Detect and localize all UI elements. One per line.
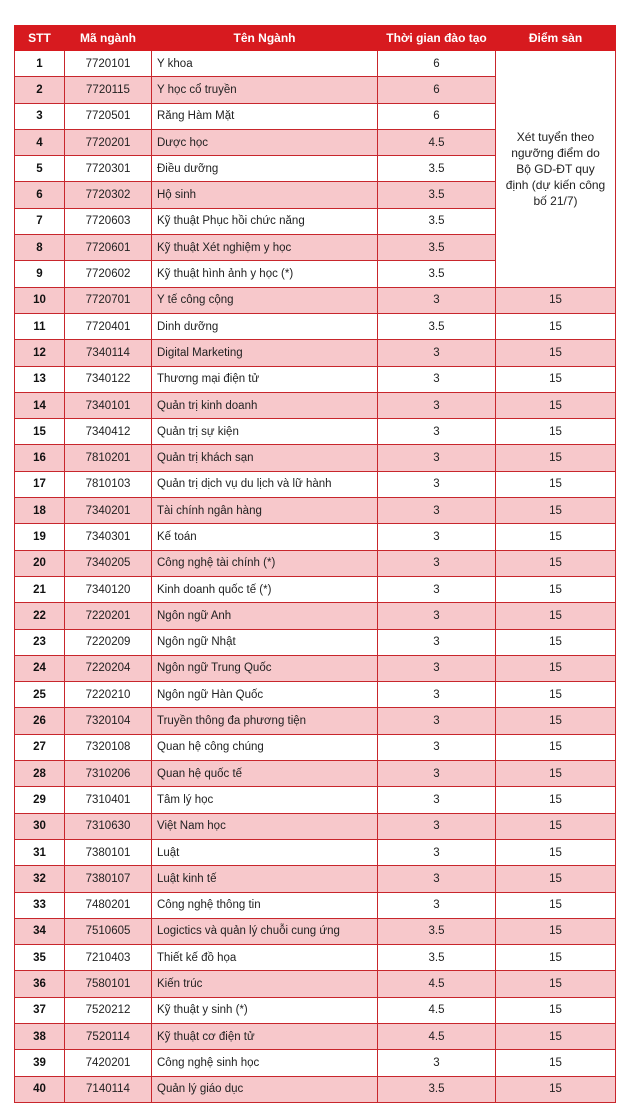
cell-min-score: 15 (496, 945, 616, 971)
table-row (15, 813, 616, 839)
cell-code: 7340205 (65, 550, 152, 576)
cell-stt: 3 (15, 103, 65, 129)
cell-duration: 3 (378, 576, 496, 602)
header-duration: Thời gian đào tạo (378, 26, 496, 51)
table-row (15, 471, 616, 497)
cell-duration: 3 (378, 682, 496, 708)
table-row (15, 1023, 616, 1049)
cell-name: Công nghệ thông tin (152, 892, 378, 918)
cell-min-score: 15 (496, 629, 616, 655)
cell-name: Quản lý giáo dục (152, 1076, 378, 1102)
cell-duration: 3 (378, 340, 496, 366)
cell-name: Y học cổ truyền (152, 77, 378, 103)
cell-code: 7310206 (65, 761, 152, 787)
cell-stt: 26 (15, 708, 65, 734)
cell-duration: 6 (378, 77, 496, 103)
cell-name: Quản trị dịch vụ du lịch và lữ hành (152, 471, 378, 497)
cell-min-score: 15 (496, 550, 616, 576)
cell-duration: 3 (378, 471, 496, 497)
cell-code: 7720201 (65, 129, 152, 155)
cell-name: Luật (152, 839, 378, 865)
cell-name: Quản trị khách sạn (152, 445, 378, 471)
cell-code: 7310630 (65, 813, 152, 839)
cell-code: 7140114 (65, 1076, 152, 1102)
cell-name: Ngôn ngữ Hàn Quốc (152, 682, 378, 708)
table-row (15, 839, 616, 865)
cell-min-score: 15 (496, 313, 616, 339)
cell-name: Công nghệ tài chính (*) (152, 550, 378, 576)
cell-code: 7580101 (65, 971, 152, 997)
cell-name: Ngôn ngữ Nhật (152, 629, 378, 655)
cell-code: 7340122 (65, 366, 152, 392)
cell-code: 7220201 (65, 603, 152, 629)
cell-duration: 6 (378, 103, 496, 129)
cell-code: 7720401 (65, 313, 152, 339)
cell-min-score: 15 (496, 734, 616, 760)
cell-stt: 21 (15, 576, 65, 602)
cell-duration: 3 (378, 287, 496, 313)
cell-duration: 3 (378, 839, 496, 865)
table-row (15, 1050, 616, 1076)
cell-name: Ngôn ngữ Anh (152, 603, 378, 629)
cell-min-score: 15 (496, 655, 616, 681)
cell-code: 7210403 (65, 945, 152, 971)
cell-stt: 20 (15, 550, 65, 576)
cell-duration: 3.5 (378, 182, 496, 208)
cell-stt: 38 (15, 1023, 65, 1049)
cell-stt: 30 (15, 813, 65, 839)
cell-min-score: 15 (496, 997, 616, 1023)
cell-stt: 29 (15, 787, 65, 813)
cell-duration: 3 (378, 761, 496, 787)
cell-stt: 2 (15, 77, 65, 103)
cell-min-score: 15 (496, 392, 616, 418)
cell-code: 7340120 (65, 576, 152, 602)
cell-min-score: 15 (496, 471, 616, 497)
cell-name: Quan hệ quốc tế (152, 761, 378, 787)
cell-duration: 3.5 (378, 313, 496, 339)
table-row (15, 655, 616, 681)
cell-min-score: 15 (496, 813, 616, 839)
cell-stt: 23 (15, 629, 65, 655)
cell-duration: 3.5 (378, 918, 496, 944)
cell-name: Kỹ thuật Xét nghiệm y học (152, 235, 378, 261)
cell-name: Tâm lý học (152, 787, 378, 813)
cell-code: 7520114 (65, 1023, 152, 1049)
cell-stt: 7 (15, 208, 65, 234)
cell-code: 7720603 (65, 208, 152, 234)
cell-code: 7510605 (65, 918, 152, 944)
table-row (15, 419, 616, 445)
cell-stt: 39 (15, 1050, 65, 1076)
cell-code: 7340201 (65, 498, 152, 524)
cell-name: Thiết kế đồ họa (152, 945, 378, 971)
cell-name: Kỹ thuật hình ảnh y học (*) (152, 261, 378, 287)
table-row (15, 498, 616, 524)
table-header-row (15, 26, 616, 51)
table-row (15, 576, 616, 602)
cell-code: 7810201 (65, 445, 152, 471)
table-row (15, 524, 616, 550)
cell-stt: 15 (15, 419, 65, 445)
cell-name: Việt Nam học (152, 813, 378, 839)
cell-min-score: 15 (496, 892, 616, 918)
cell-name: Logictics và quản lý chuỗi cung ứng (152, 918, 378, 944)
cell-duration: 3 (378, 445, 496, 471)
cell-duration: 3 (378, 892, 496, 918)
table-row (15, 734, 616, 760)
cell-min-score: 15 (496, 1050, 616, 1076)
cell-code: 7480201 (65, 892, 152, 918)
cell-stt: 35 (15, 945, 65, 971)
cell-name: Luật kinh tế (152, 866, 378, 892)
cell-code: 7720601 (65, 235, 152, 261)
cell-stt: 1 (15, 51, 65, 77)
cell-duration: 3 (378, 734, 496, 760)
cell-duration: 3 (378, 708, 496, 734)
cell-code: 7310401 (65, 787, 152, 813)
cell-name: Răng Hàm Mặt (152, 103, 378, 129)
cell-name: Y tế công cộng (152, 287, 378, 313)
cell-name: Quản trị kinh doanh (152, 392, 378, 418)
cell-code: 7420201 (65, 1050, 152, 1076)
cell-name: Kỹ thuật Phục hồi chức năng (152, 208, 378, 234)
cell-stt: 14 (15, 392, 65, 418)
cell-stt: 40 (15, 1076, 65, 1102)
cell-duration: 3 (378, 524, 496, 550)
table-row (15, 550, 616, 576)
cell-name: Truyền thông đa phương tiện (152, 708, 378, 734)
cell-duration: 3 (378, 392, 496, 418)
cell-code: 7340412 (65, 419, 152, 445)
cell-name: Y khoa (152, 51, 378, 77)
cell-duration: 3 (378, 419, 496, 445)
cell-code: 7720302 (65, 182, 152, 208)
header-name: Tên Ngành (152, 26, 378, 51)
cell-code: 7520212 (65, 997, 152, 1023)
cell-stt: 6 (15, 182, 65, 208)
cell-stt: 17 (15, 471, 65, 497)
cell-duration: 3 (378, 787, 496, 813)
cell-duration: 3.5 (378, 235, 496, 261)
table-row (15, 313, 616, 339)
cell-code: 7720115 (65, 77, 152, 103)
header-stt: STT (15, 26, 65, 51)
cell-stt: 18 (15, 498, 65, 524)
table-row (15, 287, 616, 313)
cell-name: Digital Marketing (152, 340, 378, 366)
admission-table-container (14, 25, 616, 1103)
table-row (15, 366, 616, 392)
cell-duration: 3 (378, 366, 496, 392)
cell-name: Kỹ thuật y sinh (*) (152, 997, 378, 1023)
merged-note-cell: Xét tuyển theo ngưỡng điểm do Bộ GD-ĐT quy định (dự kiến công bố 21/7) (496, 51, 616, 288)
cell-min-score: 15 (496, 787, 616, 813)
cell-min-score: 15 (496, 918, 616, 944)
cell-stt: 4 (15, 129, 65, 155)
cell-min-score: 15 (496, 761, 616, 787)
cell-name: Kiến trúc (152, 971, 378, 997)
cell-name: Quản trị sự kiện (152, 419, 378, 445)
cell-duration: 3 (378, 813, 496, 839)
table-row (15, 892, 616, 918)
table-row (15, 445, 616, 471)
cell-duration: 3.5 (378, 156, 496, 182)
cell-stt: 25 (15, 682, 65, 708)
cell-duration: 3.5 (378, 261, 496, 287)
cell-min-score: 15 (496, 866, 616, 892)
table-row (15, 603, 616, 629)
cell-min-score: 15 (496, 839, 616, 865)
cell-duration: 3 (378, 629, 496, 655)
cell-stt: 32 (15, 866, 65, 892)
cell-stt: 13 (15, 366, 65, 392)
table-row (15, 392, 616, 418)
cell-stt: 28 (15, 761, 65, 787)
cell-name: Hộ sinh (152, 182, 378, 208)
cell-stt: 31 (15, 839, 65, 865)
admission-table (14, 25, 616, 1103)
cell-min-score: 15 (496, 366, 616, 392)
cell-duration: 3 (378, 655, 496, 681)
cell-stt: 11 (15, 313, 65, 339)
cell-min-score: 15 (496, 708, 616, 734)
cell-duration: 3 (378, 603, 496, 629)
cell-min-score: 15 (496, 603, 616, 629)
cell-duration: 3 (378, 550, 496, 576)
cell-code: 7320108 (65, 734, 152, 760)
cell-stt: 22 (15, 603, 65, 629)
cell-min-score: 15 (496, 498, 616, 524)
cell-duration: 3 (378, 866, 496, 892)
cell-duration: 6 (378, 51, 496, 77)
cell-duration: 4.5 (378, 971, 496, 997)
cell-min-score: 15 (496, 1023, 616, 1049)
table-row (15, 787, 616, 813)
table-row (15, 629, 616, 655)
cell-code: 7720602 (65, 261, 152, 287)
table-row (15, 997, 616, 1023)
cell-stt: 34 (15, 918, 65, 944)
cell-duration: 4.5 (378, 997, 496, 1023)
cell-name: Kỹ thuật cơ điện tử (152, 1023, 378, 1049)
cell-duration: 3.5 (378, 945, 496, 971)
cell-stt: 37 (15, 997, 65, 1023)
cell-min-score: 15 (496, 971, 616, 997)
cell-min-score: 15 (496, 576, 616, 602)
cell-min-score: 15 (496, 419, 616, 445)
cell-stt: 27 (15, 734, 65, 760)
cell-code: 7340114 (65, 340, 152, 366)
table-row (15, 971, 616, 997)
table-row (15, 340, 616, 366)
cell-stt: 19 (15, 524, 65, 550)
cell-name: Dinh dưỡng (152, 313, 378, 339)
cell-code: 7220204 (65, 655, 152, 681)
cell-stt: 5 (15, 156, 65, 182)
table-row (15, 51, 616, 77)
cell-code: 7320104 (65, 708, 152, 734)
cell-duration: 4.5 (378, 1023, 496, 1049)
cell-code: 7340301 (65, 524, 152, 550)
cell-min-score: 15 (496, 682, 616, 708)
table-row (15, 1076, 616, 1102)
cell-name: Quan hệ công chúng (152, 734, 378, 760)
cell-name: Ngôn ngữ Trung Quốc (152, 655, 378, 681)
cell-code: 7220209 (65, 629, 152, 655)
cell-code: 7810103 (65, 471, 152, 497)
cell-stt: 24 (15, 655, 65, 681)
table-row (15, 866, 616, 892)
cell-code: 7220210 (65, 682, 152, 708)
cell-stt: 33 (15, 892, 65, 918)
cell-code: 7720301 (65, 156, 152, 182)
cell-duration: 3.5 (378, 1076, 496, 1102)
table-row (15, 682, 616, 708)
cell-stt: 9 (15, 261, 65, 287)
cell-name: Dược học (152, 129, 378, 155)
cell-name: Kinh doanh quốc tế (*) (152, 576, 378, 602)
cell-name: Kế toán (152, 524, 378, 550)
cell-code: 7720501 (65, 103, 152, 129)
cell-min-score: 15 (496, 340, 616, 366)
table-row (15, 708, 616, 734)
cell-stt: 8 (15, 235, 65, 261)
header-min-score: Điểm sàn (496, 26, 616, 51)
table-body (15, 51, 616, 1103)
table-row (15, 761, 616, 787)
cell-stt: 36 (15, 971, 65, 997)
cell-min-score: 15 (496, 524, 616, 550)
cell-duration: 4.5 (378, 129, 496, 155)
cell-min-score: 15 (496, 1076, 616, 1102)
cell-code: 7380107 (65, 866, 152, 892)
cell-code: 7720101 (65, 51, 152, 77)
cell-stt: 16 (15, 445, 65, 471)
cell-duration: 3 (378, 1050, 496, 1076)
cell-duration: 3 (378, 498, 496, 524)
cell-name: Điều dưỡng (152, 156, 378, 182)
cell-code: 7380101 (65, 839, 152, 865)
cell-name: Thương mại điện tử (152, 366, 378, 392)
cell-code: 7340101 (65, 392, 152, 418)
cell-duration: 3.5 (378, 208, 496, 234)
cell-code: 7720701 (65, 287, 152, 313)
cell-stt: 10 (15, 287, 65, 313)
table-row (15, 945, 616, 971)
cell-name: Công nghệ sinh học (152, 1050, 378, 1076)
header-code: Mã ngành (65, 26, 152, 51)
cell-min-score: 15 (496, 445, 616, 471)
cell-stt: 12 (15, 340, 65, 366)
table-row (15, 918, 616, 944)
cell-name: Tài chính ngân hàng (152, 498, 378, 524)
cell-min-score: 15 (496, 287, 616, 313)
